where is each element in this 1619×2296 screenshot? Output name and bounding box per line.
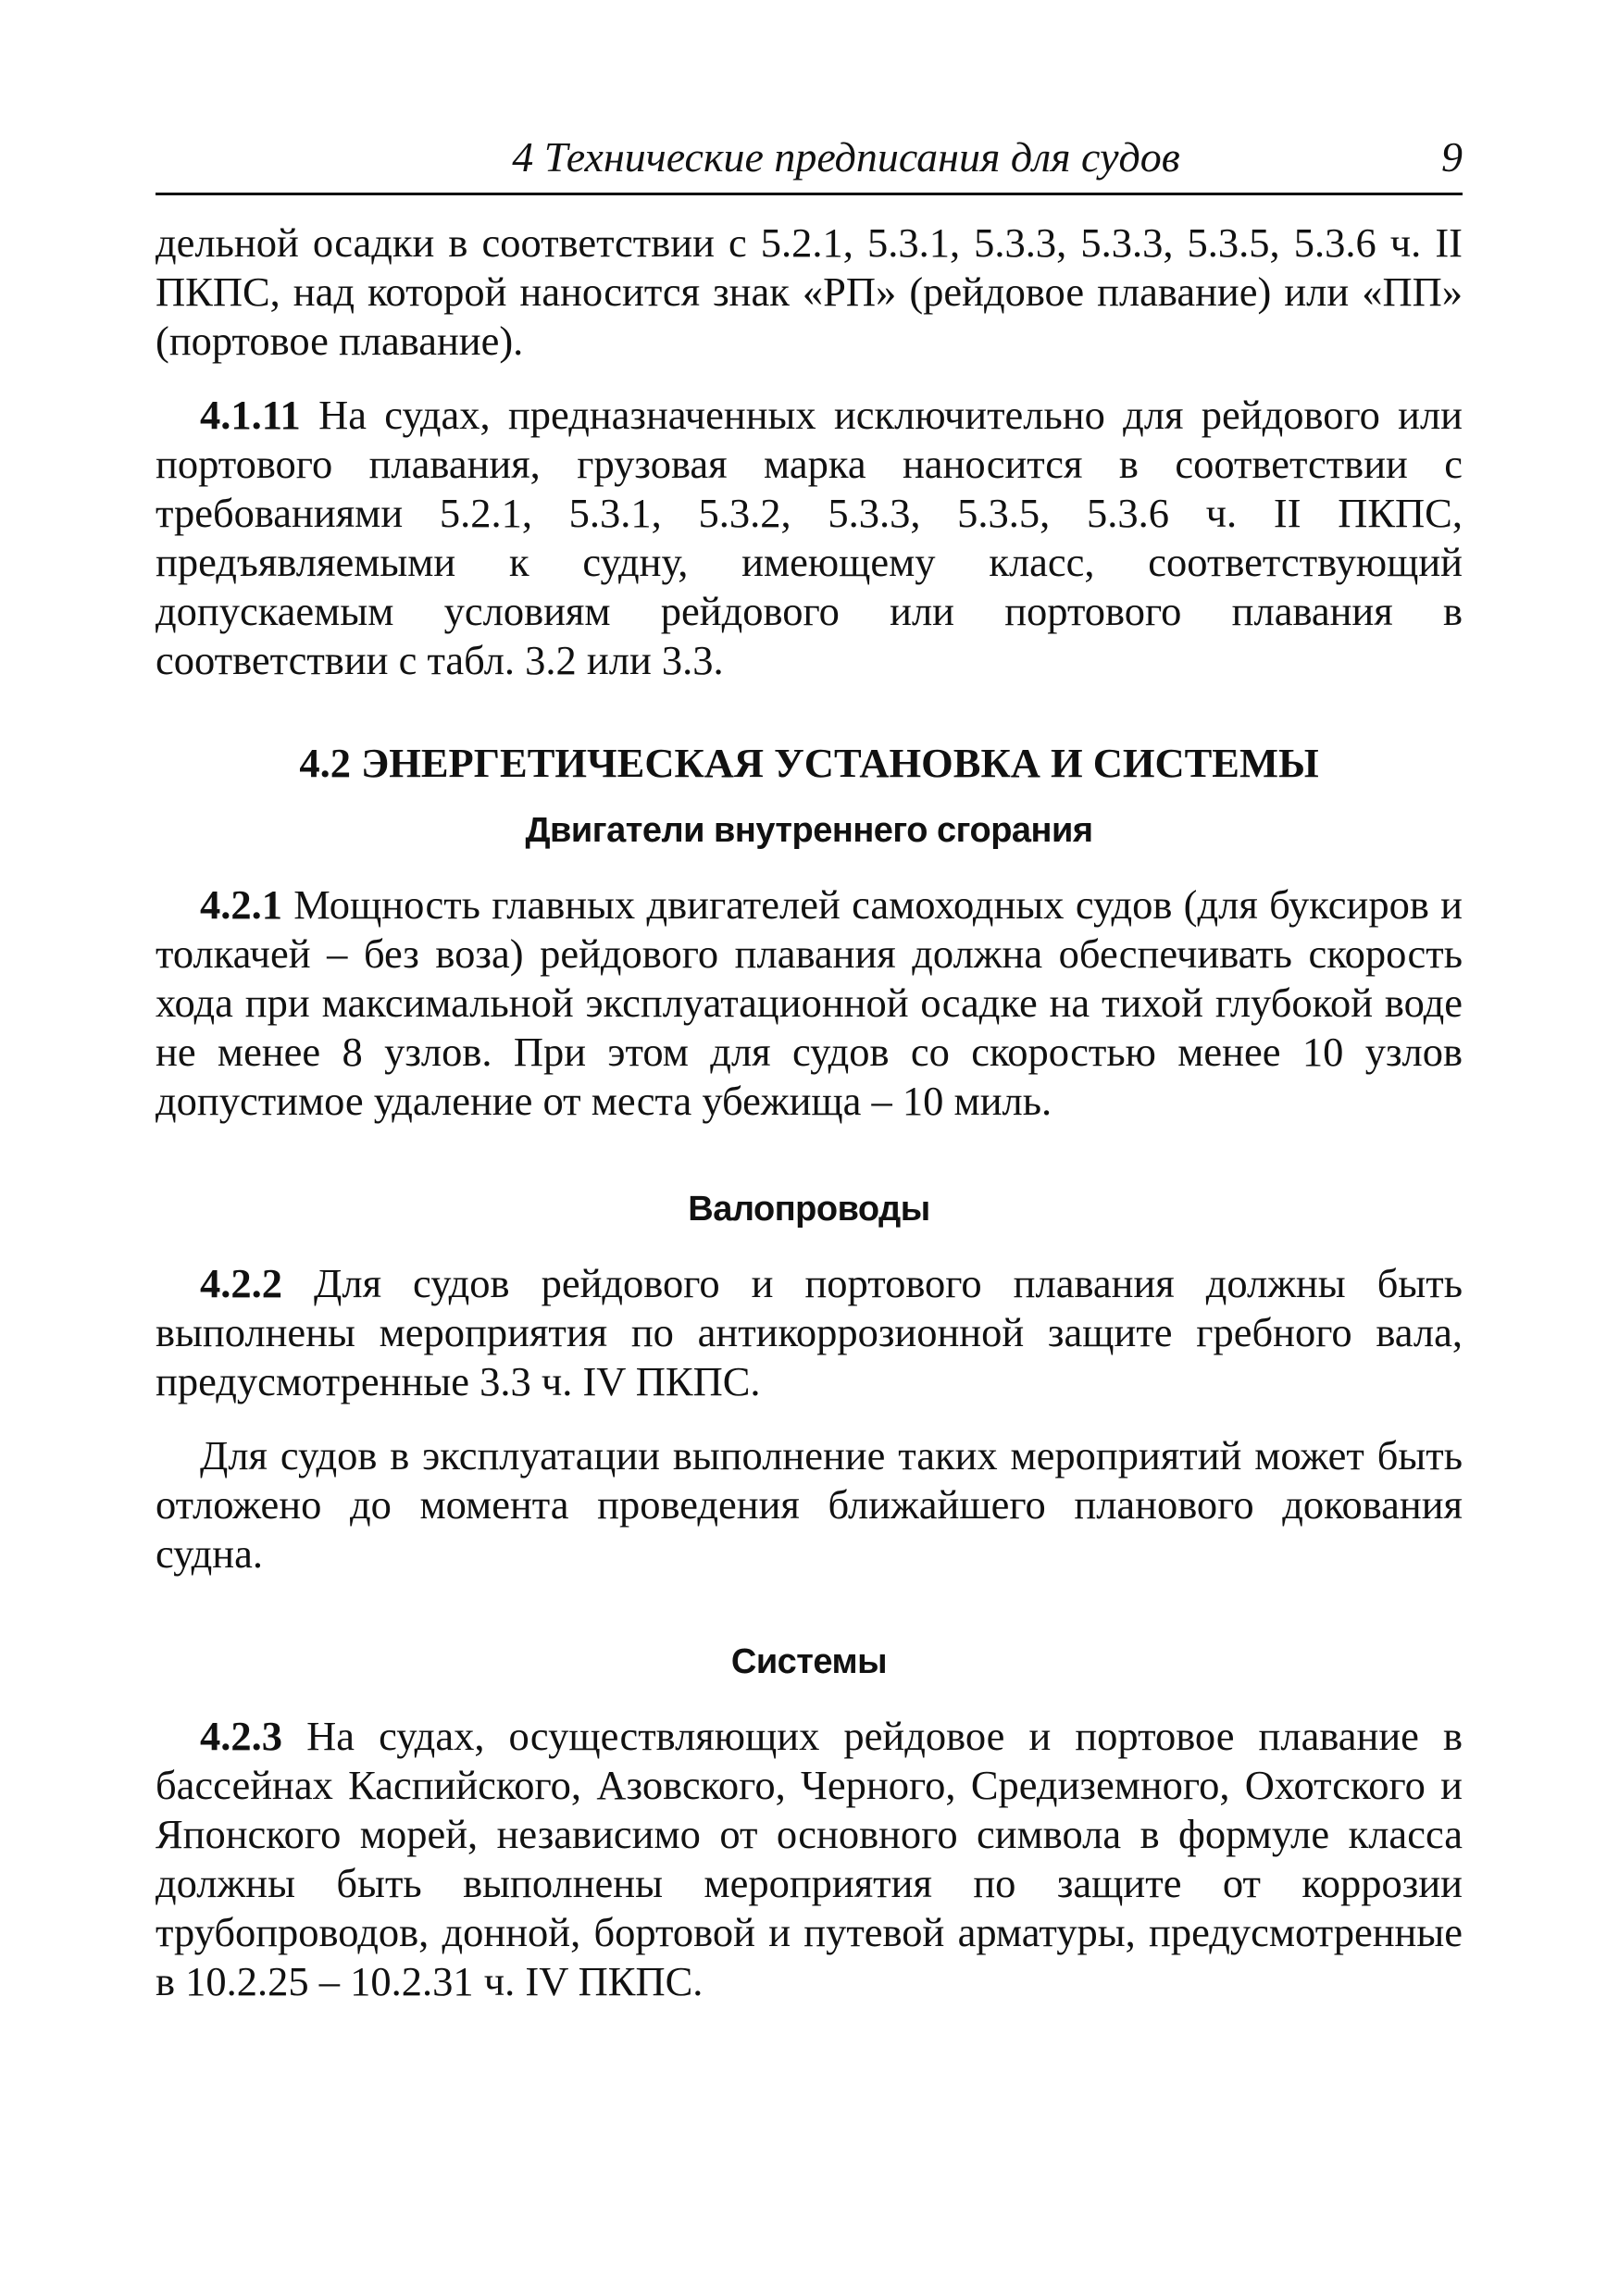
paragraph-continuation: дельной осадки в соответствии с 5.2.1, 5.3.1, 5.3.3, 5.3.3, 5.3.5, 5.3.6 ч. II ПКПС, над которой наносится знак «РП» (рейдовое плавание) или «ПП» (портовое плавание). bbox=[156, 219, 1463, 364]
paragraph-4-1-11 bbox=[156, 391, 1463, 685]
clause-number: 4.1.11 bbox=[200, 392, 301, 438]
paragraph-text: На судах, предназначенных исключительно для рейдового или портового плавания, грузовая марка наносится в соответствии с требованиями 5.2.1, 5.3.1, 5.3.2, 5.3.3, 5.3.5, 5.3.6 ч. II ПКПС, предъявляемыми к судну, имеющему класс, соответствующий допускаемым условиям рейдового или портового плавания в соответствии с табл. 3.2 или 3.3. bbox=[156, 392, 1463, 683]
running-title: 4 Технические предписания для судов bbox=[512, 133, 1180, 181]
page-number: 9 bbox=[1441, 133, 1463, 181]
paragraph-text: Мощность главных двигателей самоходных судов (для буксиров и толкачей – без воза) рейдового плавания должна обеспечивать скорость хода при максимальной эксплуатационной осадке на тихой глубокой воде не менее 8 узлов. При этом для судов со скоростью менее 10 узлов допустимое удаление от места убежища – 10 миль. bbox=[156, 881, 1463, 1124]
paragraph-text: Для судов рейдового и портового плавания должны быть выполнены мероприятия по антикоррозионной защите гребного вала, предусмотренные 3.3 ч. IV ПКПС. bbox=[156, 1260, 1463, 1404]
paragraph-4-2-2 bbox=[156, 1259, 1463, 1406]
paragraph-4-2-2-note: Для судов в эксплуатации выполнение таких мероприятий может быть отложено до момента проведения ближайшего планового докования судна. bbox=[156, 1432, 1463, 1577]
section-heading-4-2: 4.2 ЭНЕРГЕТИЧЕСКАЯ УСТАНОВКА И СИСТЕМЫ bbox=[299, 740, 1319, 786]
page-content bbox=[156, 218, 1463, 2006]
document-page bbox=[156, 0, 1463, 2296]
clause-number: 4.2.1 bbox=[200, 881, 282, 928]
subheading-systems: Системы bbox=[730, 1642, 888, 1681]
paragraph-text: На судах, осуществляющих рейдовое и портовое плавание в бассейнах Каспийского, Азовского, Черного, Средиземного, Охотского и Японского морей, независимо от основного символа в формуле класса должны быть выполнены мероприятия по защите от коррозии трубопроводов, донной, бортовой и путевой арматуры, предусмотренные в 10.2.25 – 10.2.31 ч. IV ПКПС. bbox=[156, 1713, 1463, 2004]
paragraph-4-2-1 bbox=[156, 880, 1463, 1126]
paragraph-4-2-3 bbox=[156, 1712, 1463, 2006]
subheading-engines: Двигатели внутреннего сгорания bbox=[525, 811, 1093, 850]
clause-number: 4.2.3 bbox=[200, 1713, 282, 1759]
clause-number: 4.2.2 bbox=[200, 1260, 282, 1306]
subheading-shafts: Валопроводы bbox=[688, 1190, 930, 1229]
running-header bbox=[156, 131, 1463, 195]
